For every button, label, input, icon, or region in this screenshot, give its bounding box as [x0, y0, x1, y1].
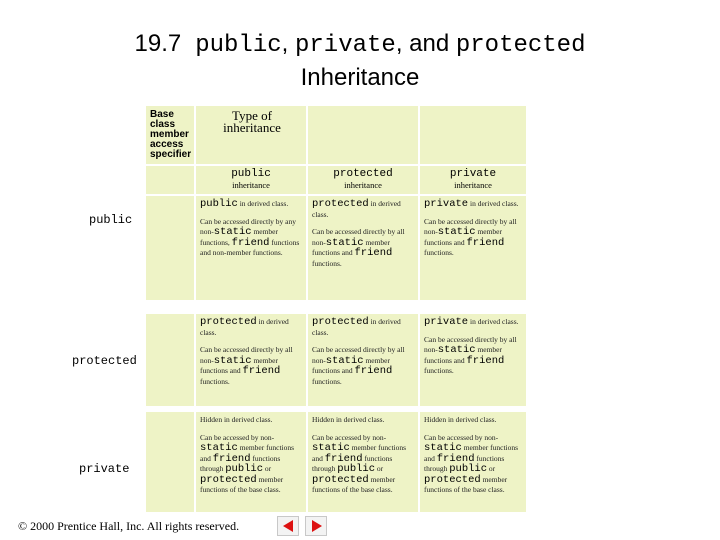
type-line: Type of [232, 108, 272, 123]
cell-keyword: friend [242, 365, 281, 377]
cell-protected-protected [308, 314, 418, 406]
cell-text: in derived class. [468, 317, 519, 326]
cell-text: Hidden in derived class. [200, 415, 273, 424]
cell-keyword: static [325, 236, 364, 249]
row-specifier-public: public [89, 213, 133, 227]
cell-keyword: static [312, 442, 350, 454]
cell-keyword: private [424, 316, 469, 328]
corner-base-line: Base [150, 109, 174, 120]
type-of-inheritance-label [220, 110, 284, 134]
cell-text: member functions and [200, 355, 279, 375]
cell-text: in derived class. [200, 317, 289, 337]
cell-keyword: public [337, 463, 376, 475]
row-private-label-cell [146, 412, 194, 512]
cell-keyword: static [325, 354, 364, 367]
cell-keyword: friend [436, 452, 475, 465]
cell-text: Can be accessed by non- [312, 432, 387, 442]
cell-text: functions. [312, 258, 342, 268]
cell-private-protected [308, 412, 418, 512]
cell-keyword: static [200, 442, 238, 454]
slide-title-line2: Inheritance [300, 64, 420, 91]
cell-text: or [263, 464, 272, 473]
cell-text: member functions and [312, 355, 391, 375]
cell-text: Can be accessed by non- [200, 432, 275, 442]
corner-base-line: class [150, 119, 176, 130]
cell-keyword: static [213, 226, 252, 238]
column-suffix: inheritance [232, 180, 270, 190]
cell-text: member functions and [312, 443, 407, 463]
column-keyword: protected [333, 168, 393, 180]
next-slide-button[interactable] [305, 516, 327, 536]
cell-keyword: friend [354, 365, 393, 377]
cell-text: functions through [424, 453, 505, 473]
header-spacer [146, 166, 194, 194]
cell-text: functions through [200, 453, 281, 473]
cell-text: Hidden in derived class. [424, 415, 497, 424]
cell-keyword: friend [212, 452, 251, 465]
cell-keyword: friend [231, 236, 270, 249]
cell-text: member functions and [424, 345, 503, 365]
cell-text: in derived class. [312, 199, 401, 219]
title-sep2: , and [395, 30, 456, 57]
cell-text: member functions of the base class. [200, 474, 284, 494]
title-sep1: , [281, 30, 295, 57]
cell-protected-private [420, 314, 526, 406]
cell-private-public [196, 412, 306, 512]
cell-keyword: protected [200, 316, 257, 328]
cell-text: functions. [200, 376, 230, 386]
cell-keyword: public [200, 198, 238, 210]
title-word-public: public [195, 32, 282, 59]
title-word-private: private [294, 32, 396, 59]
header-blank-3 [420, 106, 526, 164]
column-keyword: public [231, 168, 271, 180]
row-public-label-cell [146, 196, 194, 300]
cell-keyword: static [437, 344, 476, 356]
cell-keyword: static [213, 354, 252, 367]
row-specifier-private: private [79, 462, 130, 476]
cell-keyword: friend [466, 354, 505, 367]
column-suffix: inheritance [344, 180, 382, 190]
type-line: inheritance [223, 120, 281, 135]
cell-text: in derived class. [312, 317, 401, 337]
cell-text: or [487, 464, 496, 473]
cell-keyword: private [424, 198, 469, 210]
cell-text: in derived class. [237, 199, 289, 208]
previous-slide-button[interactable] [277, 516, 299, 536]
cell-text: in derived class. [468, 199, 519, 208]
cell-text: Can be accessed directly by all non- [312, 227, 405, 247]
cell-keyword: protected [424, 473, 481, 486]
cell-text: functions. [424, 366, 454, 375]
cell-text: Can be accessed directly by all non- [200, 345, 293, 365]
cell-text: member functions of the base class. [424, 474, 508, 494]
cell-keyword: static [424, 442, 462, 454]
cell-private-private [420, 412, 526, 512]
row-specifier-protected: protected [72, 354, 137, 368]
column-keyword: private [449, 168, 497, 180]
cell-text: Can be accessed directly by all non- [424, 334, 517, 354]
cell-text: Hidden in derived class. [312, 415, 385, 424]
left-arrow-icon [283, 520, 293, 532]
cell-text: Can be accessed directly by any non- [200, 216, 297, 236]
cell-keyword: protected [312, 316, 369, 328]
cell-keyword: friend [466, 236, 505, 249]
cell-text: functions. [312, 376, 342, 386]
cell-text: functions and non-member functions. [200, 237, 300, 257]
column-header-protected [308, 166, 418, 194]
cell-text: member functions and [424, 227, 503, 247]
cell-text: Can be accessed by non- [424, 432, 499, 442]
cell-keyword: protected [200, 473, 257, 486]
cell-keyword: static [437, 226, 476, 238]
corner-cell [146, 106, 194, 164]
section-number: 19.7 [134, 30, 182, 57]
cell-text: Can be accessed directly by all non- [424, 216, 517, 236]
corner-base-line: member [150, 129, 189, 140]
corner-base-line: specifier [150, 149, 192, 160]
cell-text: Can be accessed directly by all non- [312, 345, 405, 365]
cell-public-protected [308, 196, 418, 300]
row-protected-label-cell [146, 314, 194, 406]
column-header-private [420, 166, 526, 194]
column-header-public [196, 166, 306, 194]
cell-keyword: friend [324, 452, 363, 465]
cell-keyword: public [449, 463, 488, 475]
cell-text: member functions and [424, 443, 519, 463]
copyright-footer: © 2000 Prentice Hall, Inc. All rights reserved. [18, 519, 240, 533]
header-blank-2 [308, 106, 418, 164]
cell-public-private [420, 196, 526, 300]
cell-keyword: public [225, 463, 264, 475]
cell-text: member functions and [200, 443, 295, 463]
cell-text: member functions of the base class. [312, 474, 396, 494]
column-suffix: inheritance [454, 180, 492, 190]
cell-keyword: protected [312, 473, 369, 486]
corner-base-line: access [150, 139, 184, 150]
title-word-protected: protected [455, 32, 586, 59]
corner-type-cell [196, 106, 306, 164]
cell-keyword: friend [354, 247, 393, 259]
cell-public-public [196, 196, 306, 300]
cell-protected-public [196, 314, 306, 406]
cell-text: functions through [312, 453, 393, 473]
cell-text: functions. [424, 248, 454, 257]
cell-text: member functions and [312, 237, 391, 257]
base-specifier-label [150, 110, 191, 160]
right-arrow-icon [312, 520, 322, 532]
slide-title-line1 [0, 28, 720, 62]
cell-text: member functions, [200, 227, 279, 247]
cell-text: or [375, 464, 384, 473]
cell-keyword: protected [312, 198, 369, 210]
